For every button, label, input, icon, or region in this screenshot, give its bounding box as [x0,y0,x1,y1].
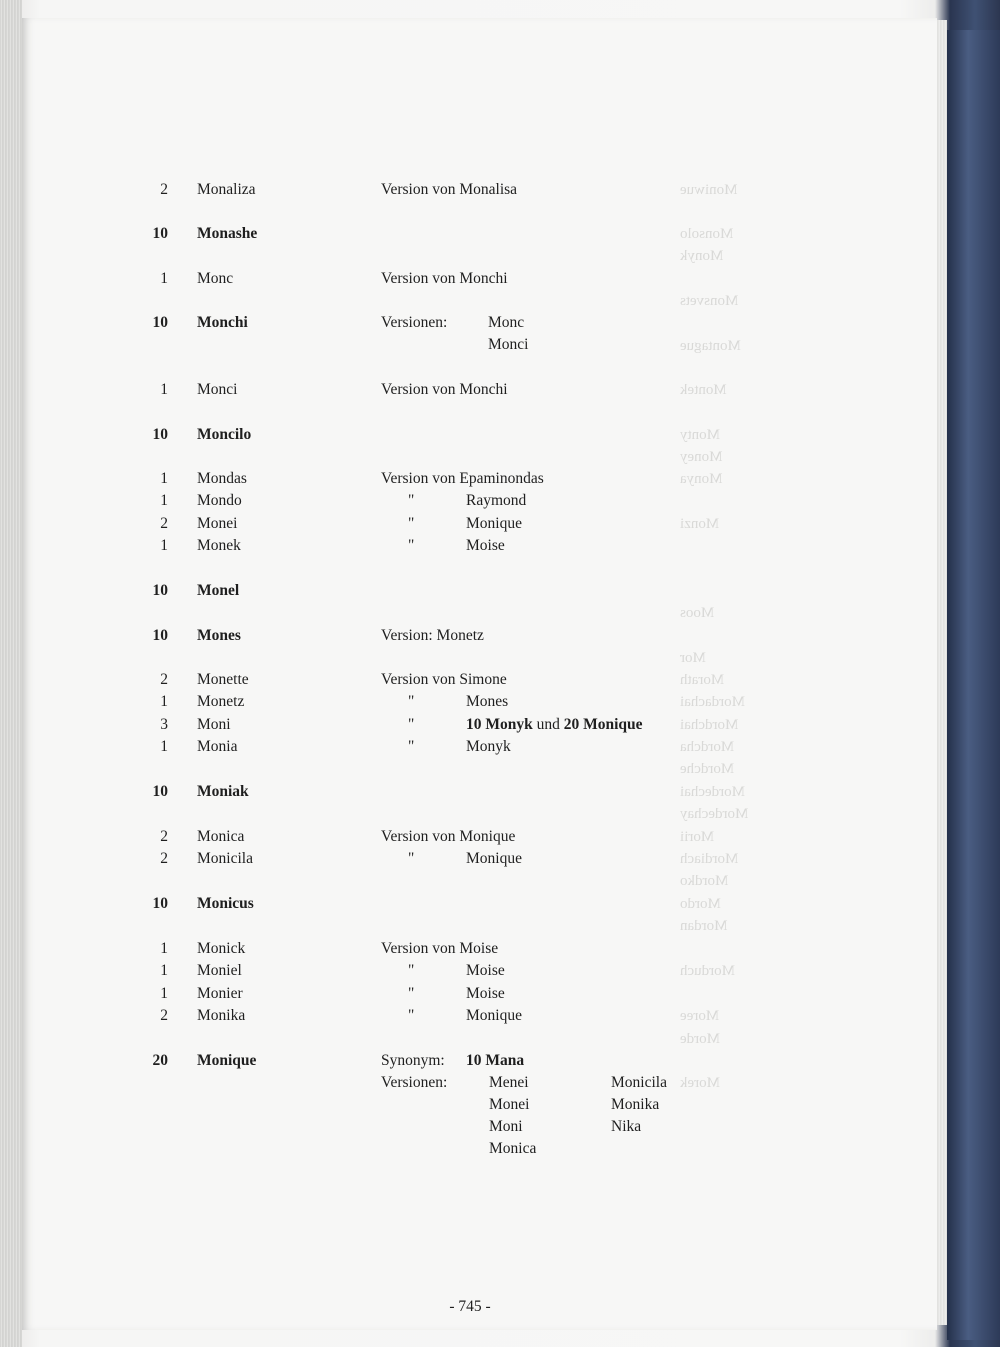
entry-name: Monicus [197,895,254,912]
entry-name: Monick [197,940,246,957]
entry-target: Moise [466,962,505,979]
bleed-through-text: Mordo [680,896,721,912]
entry-count: 1 [160,985,168,1002]
entry-count: 1 [160,492,168,509]
entry-name: Monei [197,515,238,532]
entry-target: Mones [466,693,509,710]
entry-description: Version von Moise [381,940,499,957]
entry-count: 2 [160,850,168,867]
version-item: Nika [611,1118,642,1135]
bleed-through-text: Mordechay [680,806,749,822]
entry-target: Monique [466,850,522,867]
bleed-through-text: Moree [680,1008,720,1024]
entry-count: 10 [152,895,168,912]
entry-target: Monique [466,515,522,532]
version-item: Monicila [611,1074,667,1091]
entry-description: Version von Monchi [381,270,508,287]
bleed-through-text: Money [680,449,723,465]
entry-count: 1 [160,940,168,957]
ditto-mark: " [408,738,415,755]
bleed-through-text: Montek [680,382,727,398]
version-item: Menei [489,1074,529,1091]
entry-count: 2 [160,671,168,688]
ditto-mark: " [408,962,415,979]
bleed-through-text: Morii [680,829,715,845]
version-item: Monika [611,1096,660,1113]
entry-name: Mondas [197,470,247,487]
ditto-mark: " [408,850,415,867]
bleed-through-text: Monsolo [680,226,734,242]
entry-count: 1 [160,738,168,755]
entry-count: 1 [160,270,168,287]
target-name: 10 Monyk [466,716,533,733]
entry-name: Monc [197,270,234,287]
entry-count: 10 [152,225,168,242]
entry-target: Monyk [466,738,511,755]
entry-count: 2 [160,181,168,198]
entry-name: Mones [197,627,241,644]
entry-target [466,717,643,733]
bleed-through-text: Moniwue [680,182,738,198]
ditto-mark: " [408,492,415,509]
bleed-through-text: Mordiach [680,851,739,867]
entry-count: 2 [160,515,168,532]
entry-name: Monetz [197,693,245,710]
bleed-through-text: Monzi [680,516,720,532]
bleed-through-text: Moos [680,605,715,621]
bleed-through-text: Mordan [680,918,728,934]
version-item: Monei [489,1096,530,1113]
entry-description: Version: Monetz [381,627,484,644]
entry-name: Moni [197,716,231,733]
entry-name: Monica [197,828,245,845]
entry-name: Monchi [197,314,248,331]
entry-count: 10 [152,314,168,331]
entry-count: 2 [160,828,168,845]
target-name: 10 Mana [466,1052,525,1069]
entry-count: 2 [160,1007,168,1024]
bleed-through-text: Mordechai [680,784,745,800]
entry-count: 1 [160,693,168,710]
ditto-mark: " [408,985,415,1002]
entry-name: Monek [197,537,241,554]
target-name: 20 Monique [563,716,643,733]
entry-target: Raymond [466,492,527,509]
entry-count: 3 [160,716,168,733]
bleed-through-text: Mordko [680,873,729,889]
entry-count: 20 [152,1052,168,1069]
bleed-through-text: Morde [680,1031,720,1047]
entry-name: Monicila [197,850,253,867]
entry-count: 10 [152,426,168,443]
entry-description: Version von Monique [381,828,516,845]
bleed-through-text: Monsvets [680,293,739,309]
book-spine-edge [0,0,22,1347]
entry-name: Monette [197,671,249,688]
entry-description: Version von Monchi [381,381,508,398]
versions-label: Versionen: [381,1074,448,1091]
entry-name: Monaliza [197,181,256,198]
entry-count: 1 [160,381,168,398]
bleed-through-text: Mor [680,650,706,666]
bleed-through-text: Monyk [680,248,724,264]
ditto-mark: " [408,515,415,532]
entry-count: 1 [160,470,168,487]
bleed-through-text: Monya [680,471,723,487]
bleed-through-text: Mordchai [680,717,739,733]
version-item: Monci [488,336,529,353]
entry-target [466,1053,524,1069]
bleed-through-text: Morek [680,1075,720,1091]
entry-target: Moise [466,537,505,554]
entry-name: Monia [197,738,238,755]
entry-count: 10 [152,582,168,599]
entry-name: Monashe [197,225,258,242]
entry-name: Moniak [197,783,249,800]
entry-name: Mondo [197,492,242,509]
version-item: Moni [489,1118,523,1135]
entry-count: 1 [160,537,168,554]
entry-count: 10 [152,783,168,800]
entry-name: Monci [197,381,238,398]
bleed-through-text: Morath [680,672,725,688]
entry-target: Monique [466,1007,522,1024]
ditto-mark: " [408,537,415,554]
ditto-mark: " [408,716,415,733]
bleed-through-text: Mordcha [680,739,735,755]
bleed-through-text: Monty [680,427,721,443]
bleed-through-text: Montague [680,338,741,354]
page-number: - 745 - [449,1298,491,1315]
ditto-mark: " [408,1007,415,1024]
entry-target: Moise [466,985,505,1002]
version-item: Monica [489,1140,537,1157]
bleed-through-text: Mordche [680,761,735,777]
entry-count: 1 [160,962,168,979]
entry-name: Monel [197,582,240,599]
bleed-through-text: Morduch [680,963,735,979]
version-item: Monc [488,314,525,331]
entry-name: Monier [197,985,243,1002]
entry-name: Monika [197,1007,246,1024]
ditto-mark: " [408,693,415,710]
entry-description: Version von Simone [381,671,507,688]
entry-description: Version von Monalisa [381,181,518,198]
entry-name: Moniel [197,962,242,979]
entry-name: Moncilo [197,426,252,443]
entry-description: Synonym: [381,1052,445,1069]
entry-description: Versionen: [381,314,448,331]
entry-description: Version von Epaminondas [381,470,544,487]
entry-count: 10 [152,627,168,644]
bleed-through-text: Mordachai [680,694,745,710]
entry-name: Monique [197,1052,257,1069]
book-cover [947,30,1000,1340]
connector-text: und [532,716,564,733]
